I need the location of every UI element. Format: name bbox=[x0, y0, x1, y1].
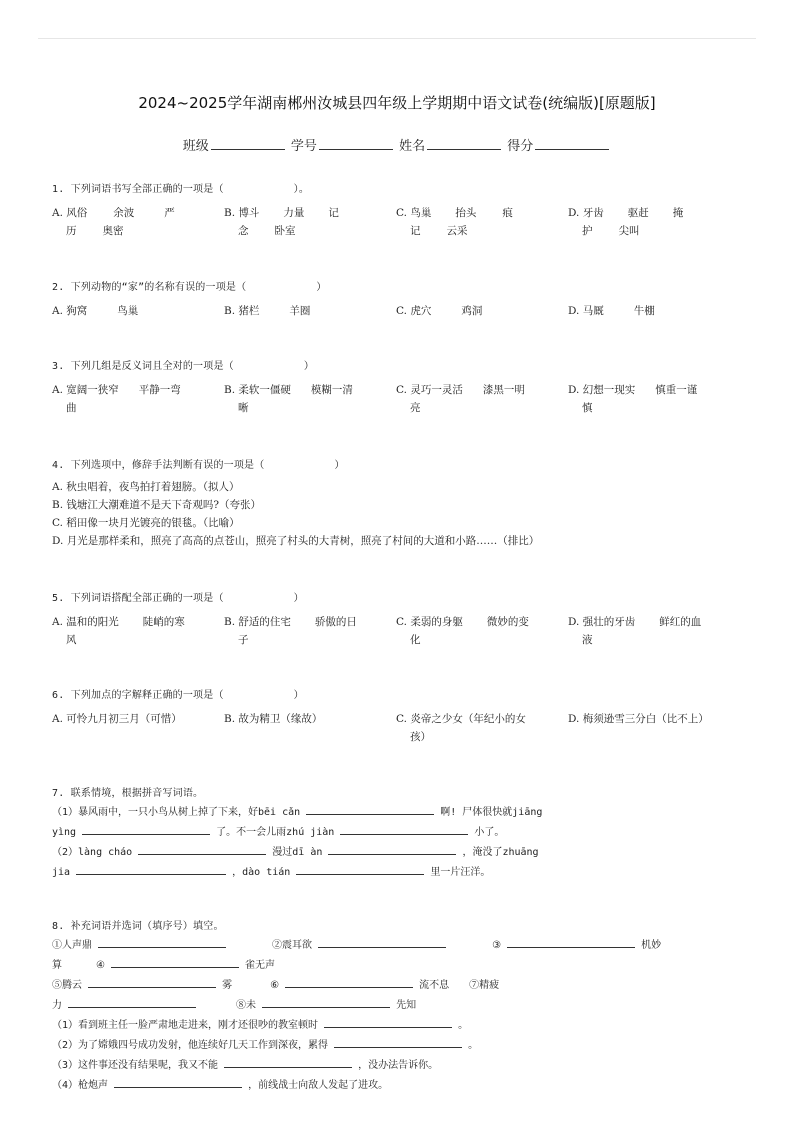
answer-blank[interactable] bbox=[262, 995, 390, 1008]
question-3 bbox=[52, 357, 742, 415]
question-title: 8. 补充词语并选词（填序号）填空。 bbox=[52, 921, 224, 932]
question-8 bbox=[52, 917, 742, 1095]
option-c[interactable]: C. 稻田像一块月光镀亮的银毯。（比喻） bbox=[52, 517, 240, 529]
question-title: 7. 联系情境，根据拼音写词语。 bbox=[52, 788, 204, 799]
question-2 bbox=[52, 278, 742, 336]
score-label: 得分 bbox=[507, 139, 534, 154]
name-blank[interactable] bbox=[427, 137, 501, 150]
id-blank[interactable] bbox=[319, 137, 393, 150]
answer-blank[interactable] bbox=[224, 1055, 352, 1068]
student-info-line bbox=[0, 135, 794, 154]
answer-blank[interactable] bbox=[111, 955, 239, 968]
q8-sentence-4: （4）枪炮声 ，前线战士向敌人发起了进攻。 bbox=[52, 1075, 742, 1095]
q8-sentence-3: （3）这件事还没有结果呢，我又不能 ，没办法告诉你。 bbox=[52, 1055, 742, 1075]
q8-row-3: ⑤腾云 雾 ⑥ 流不息 ⑦精疲 bbox=[52, 975, 742, 995]
class-label: 班级 bbox=[182, 139, 209, 154]
answer-blank[interactable] bbox=[340, 822, 468, 835]
answer-blank[interactable] bbox=[507, 935, 635, 948]
options bbox=[52, 607, 742, 647]
q8-sentence-2: （2）为了嫦娥四号成功发射，他连续好几天工作到深夜，累得 。 bbox=[52, 1035, 742, 1055]
answer-blank[interactable] bbox=[306, 802, 434, 815]
question-title: 2. 下列动物的“家”的名称有误的一项是（ ） bbox=[52, 282, 327, 293]
option-a[interactable]: A. 温和的阳光 陡峭的寒 风 bbox=[52, 616, 185, 646]
option-a[interactable]: A. 宽阔一狭窄 平静一弯 曲 bbox=[52, 384, 181, 414]
option-d[interactable]: D. 牙齿 驱赶 掩 护 尖叫 bbox=[568, 207, 684, 237]
q7-line-4: jia ，dào tián 里一片汪洋。 bbox=[52, 862, 742, 882]
question-title: 3. 下列几组是反义词且全对的一项是（ ） bbox=[52, 361, 315, 372]
class-blank[interactable] bbox=[211, 137, 285, 150]
answer-blank[interactable] bbox=[334, 1035, 462, 1048]
option-a[interactable]: A. 狗窝 鸟巢 bbox=[52, 305, 139, 317]
q8-row-4: 力 ⑧未 先知 bbox=[52, 995, 742, 1015]
answer-blank[interactable] bbox=[76, 862, 226, 875]
option-c[interactable]: C. 炎帝之少女（年纪小的女 孩） bbox=[396, 713, 526, 743]
options bbox=[52, 296, 742, 336]
answer-blank[interactable] bbox=[296, 862, 424, 875]
answer-blank[interactable] bbox=[138, 842, 266, 855]
answer-blank[interactable] bbox=[88, 975, 216, 988]
option-a[interactable]: A. 可怜九月初三月（可惜） bbox=[52, 713, 182, 725]
answer-blank[interactable] bbox=[324, 1015, 452, 1028]
option-a[interactable]: A. 风俗 余波 严 历 奥密 bbox=[52, 207, 175, 237]
answer-blank[interactable] bbox=[328, 842, 456, 855]
option-c[interactable]: C. 虎穴 鸡洞 bbox=[396, 305, 483, 317]
option-c[interactable]: C. 柔弱的身躯 微妙的变 化 bbox=[396, 616, 529, 646]
question-title: 1. 下列词语书写全部正确的一项是（ ）。 bbox=[52, 184, 310, 195]
page-title: 2024~2025学年湖南郴州汝城县四年级上学期期中语文试卷(统编版)[原题版] bbox=[138, 94, 656, 112]
option-b[interactable]: B. 舒适的住宅 骄傲的日 子 bbox=[224, 616, 357, 646]
question-title: 6. 下列加点的字解释正确的一项是（ ） bbox=[52, 690, 304, 701]
options bbox=[52, 198, 742, 238]
option-d[interactable]: D. 强壮的牙齿 鲜红的血 液 bbox=[568, 616, 702, 646]
header-rule bbox=[38, 38, 756, 39]
options bbox=[52, 704, 742, 744]
id-label: 学号 bbox=[290, 139, 317, 154]
option-d[interactable]: D. 梅须逊雪三分白（比不上） bbox=[568, 713, 709, 725]
question-5 bbox=[52, 589, 742, 647]
option-b[interactable]: B. 博斗 力量 记 念 卧室 bbox=[224, 207, 339, 237]
question-4 bbox=[52, 456, 742, 550]
q8-row-1: ①人声鼎 ②震耳欲 ③ 机妙 bbox=[52, 935, 742, 955]
option-d[interactable]: D. 月光是那样柔和，照亮了高高的点苍山，照亮了村头的大青树，照亮了村间的大道和小路……（排比） bbox=[52, 535, 540, 547]
option-b[interactable]: B. 钱塘江大潮难道不是天下奇观吗?（夸张） bbox=[52, 499, 262, 511]
option-a[interactable]: A. 秋虫唱着，夜鸟拍打着翅膀。（拟人） bbox=[52, 481, 240, 493]
option-b[interactable]: B. 柔软一僵硬 模糊一清 晰 bbox=[224, 384, 353, 414]
option-d[interactable]: D. 幻想一现实 慎重一谨 慎 bbox=[568, 384, 698, 414]
question-1 bbox=[52, 180, 742, 238]
option-b[interactable]: B. 故为精卫（缘故） bbox=[224, 713, 323, 725]
answer-blank[interactable] bbox=[114, 1075, 242, 1088]
option-d[interactable]: D. 马厩 牛棚 bbox=[568, 305, 655, 317]
answer-blank[interactable] bbox=[68, 995, 196, 1008]
name-label: 姓名 bbox=[399, 139, 426, 154]
option-c[interactable]: C. 灵巧一灵活 漆黑一明 亮 bbox=[396, 384, 525, 414]
answer-blank[interactable] bbox=[82, 822, 210, 835]
options bbox=[52, 474, 742, 550]
q7-line-3: （2）làng cháo 漫过dī àn ，淹没了zhuāng bbox=[52, 842, 742, 862]
question-title: 4. 下列选项中，修辞手法判断有误的一项是（ ） bbox=[52, 460, 345, 471]
options bbox=[52, 375, 742, 415]
question-7 bbox=[52, 784, 742, 882]
score-blank[interactable] bbox=[535, 137, 609, 150]
answer-blank[interactable] bbox=[285, 975, 413, 988]
option-c[interactable]: C. 鸟巢 抬头 痕 记 云采 bbox=[396, 207, 513, 237]
question-title: 5. 下列词语搭配全部正确的一项是（ ） bbox=[52, 593, 304, 604]
answer-blank[interactable] bbox=[318, 935, 446, 948]
q8-sentence-1: （1）看到班主任一脸严肃地走进来，刚才还很吵的教室顿时 。 bbox=[52, 1015, 742, 1035]
option-b[interactable]: B. 猪栏 羊圈 bbox=[224, 305, 311, 317]
q8-row-2: 算 ④ 雀无声 bbox=[52, 955, 742, 975]
answer-blank[interactable] bbox=[98, 935, 226, 948]
q7-line-1: （1）暴风雨中，一只小鸟从树上掉了下来，好bēi cǎn 啊! 尸体很快就jiāng bbox=[52, 802, 742, 822]
question-6 bbox=[52, 686, 742, 744]
q7-line-2: yìng 了。不一会儿雨zhú jiàn 小了。 bbox=[52, 822, 742, 842]
